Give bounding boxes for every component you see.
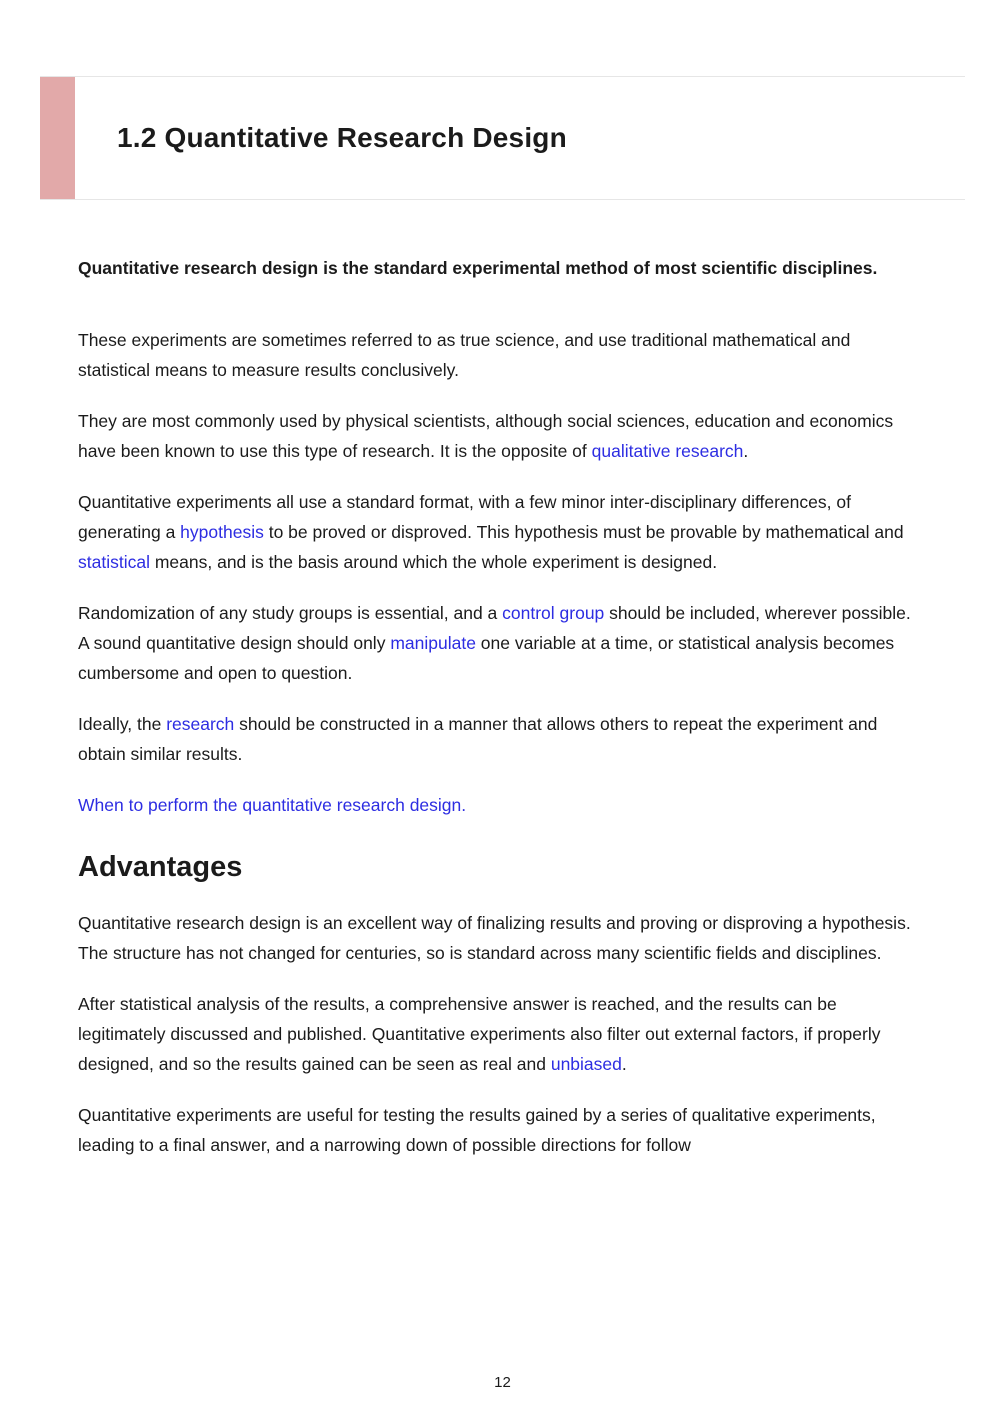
paragraph <box>78 989 923 1079</box>
text-run: . <box>621 1054 627 1074</box>
paragraph <box>78 908 923 968</box>
text-run: They are most commonly used by physical scientists, although social sciences, education and economics have been known to use this type of research. It is the opposite of <box>78 411 894 461</box>
inline-link[interactable]: qualitative research <box>591 441 744 461</box>
text-run: Quantitative research design is the standard experimental method of most scientific disciplines. <box>78 258 878 278</box>
inline-link[interactable]: statistical <box>78 552 150 572</box>
text-run: After statistical analysis of the results, a comprehensive answer is reached, and the results can be legitimately discussed and published. Quantitative experiments also filter out external factors, if properly designed, and so the results gained can be seen as real and <box>78 994 881 1074</box>
paragraph <box>78 406 923 466</box>
inline-link[interactable]: hypothesis <box>180 522 264 542</box>
text-run: to be proved or disproved. This hypothesis must be provable by mathematical and <box>263 522 904 542</box>
paragraph <box>78 1100 923 1160</box>
text-run: Quantitative research design is an excellent way of finalizing results and proving or disproving a hypothesis. The structure has not changed for centuries, so is standard across many scientific fields and disciplines. <box>78 913 911 963</box>
text-run: Advantages <box>78 851 243 883</box>
paragraph <box>78 709 923 769</box>
paragraph <box>78 598 923 688</box>
text-run: Randomization of any study groups is essential, and a <box>78 603 503 623</box>
page-footer <box>0 1374 1005 1391</box>
text-run: . <box>743 441 749 461</box>
inline-link[interactable]: When to perform the quantitative research design. <box>78 795 467 815</box>
paragraph <box>78 325 923 385</box>
text-run: Quantitative experiments all use a standard format, with a few minor inter-disciplinary differences, of generating a <box>78 492 851 542</box>
text-run: Quantitative experiments are useful for testing the results gained by a series of qualitative experiments, leading to a final answer, and a narrowing down of possible directions for follow <box>78 1105 876 1155</box>
accent-bar <box>40 77 75 199</box>
text-run: Ideally, the <box>78 714 167 734</box>
inline-link[interactable]: manipulate <box>390 633 476 653</box>
content-blocks <box>78 253 923 1181</box>
text-run: one variable at a time, or statistical analysis becomes cumbersome and open to question. <box>78 633 895 683</box>
paragraph <box>78 790 923 820</box>
lead-paragraph <box>78 253 923 283</box>
text-run: means, and is the basis around which the whole experiment is designed. <box>149 552 718 572</box>
page-title: 1.2 Quantitative Research Design <box>117 122 567 153</box>
inline-link[interactable]: control group <box>502 603 605 623</box>
text-run: These experiments are sometimes referred to as true science, and use traditional mathematical and statistical means to measure results conclusively. <box>78 330 851 380</box>
section-header <box>40 76 965 200</box>
page-number: 12 <box>494 1374 511 1391</box>
inline-link[interactable]: research <box>166 714 235 734</box>
inline-link[interactable]: unbiased <box>550 1054 622 1074</box>
paragraph <box>78 487 923 577</box>
section-heading <box>78 852 923 882</box>
text-run: should be included, wherever possible. A sound quantitative design should only <box>78 603 911 653</box>
text-run: should be constructed in a manner that allows others to repeat the experiment and obtain similar results. <box>78 714 878 764</box>
